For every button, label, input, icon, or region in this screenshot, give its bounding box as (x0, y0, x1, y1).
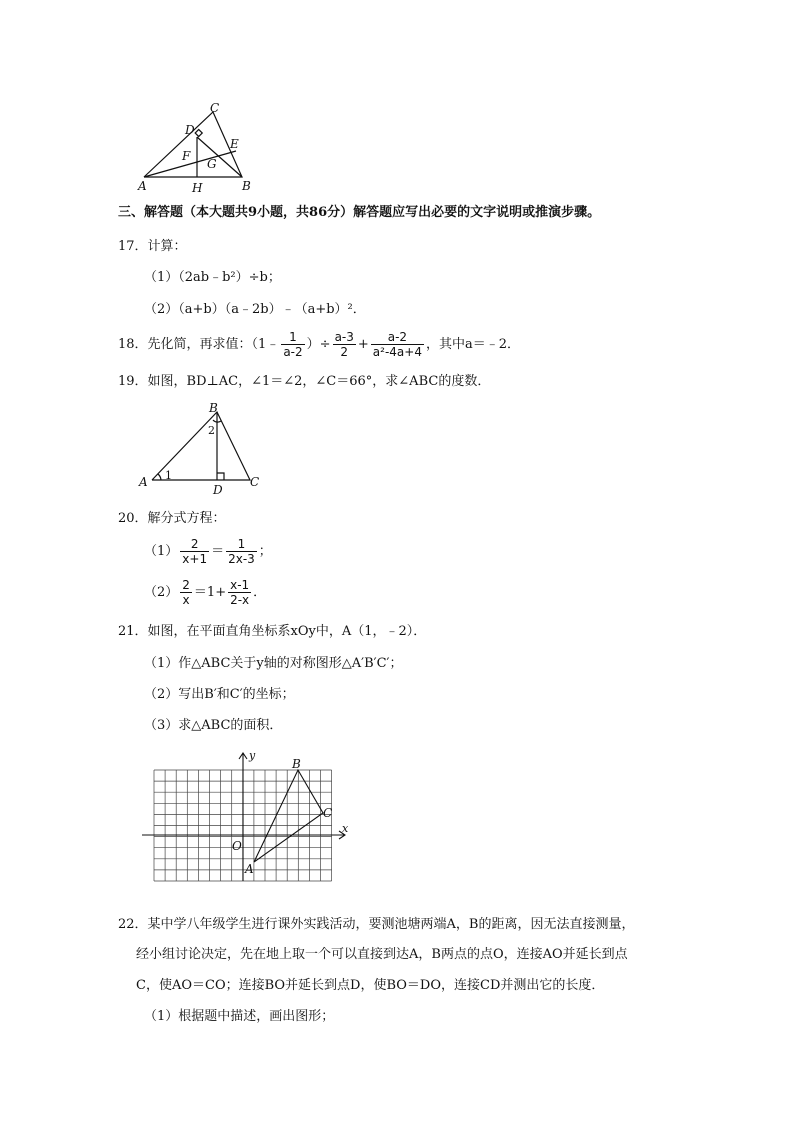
fig1-label-B: B (242, 179, 251, 193)
q20-p1-lnum: 2 (180, 537, 209, 552)
q20-part1 (144, 537, 272, 566)
q18-prefix: 先化简，再求值：（1﹣ (147, 337, 280, 352)
q20-part2-label: （2） (144, 585, 179, 600)
q18-number: 18． (118, 337, 148, 352)
q21-part2: （2）写出B′和C′的坐标； (144, 687, 295, 702)
q20-p1-rnum: 1 (226, 537, 257, 552)
q20-p1-left-fraction (180, 537, 209, 566)
fig1-label-G: G (207, 157, 217, 171)
coordinate-grid (140, 745, 365, 885)
fig2-label-angle1: 1 (165, 469, 172, 482)
grid-label-A: A (245, 862, 254, 876)
fig1-label-A: A (138, 179, 147, 193)
q20-stem (118, 510, 226, 528)
q20-part2 (144, 578, 266, 607)
q20-p2-lnum: 2 (182, 578, 190, 592)
q21-stem (118, 623, 426, 641)
grid-x-axis-label: x (342, 822, 349, 835)
fig2-label-D: D (213, 483, 223, 497)
q20-p2-right-fraction (228, 578, 251, 607)
q20-p2-lden: x (182, 593, 190, 607)
grid-origin-label: O (232, 839, 242, 853)
q18-mid1: ）÷ (306, 337, 331, 352)
section-title: 三、解答题（本大题共9小题，共86分）解答题应写出必要的文字说明或推演步骤。 (118, 205, 601, 220)
fig1-label-C: C (210, 101, 220, 115)
q17-text: 计算： (147, 239, 187, 254)
fig2-label-B: B (209, 401, 218, 415)
fig2-label-C: C (250, 475, 260, 489)
q18-frac1-den: a-2 (283, 345, 303, 359)
q19-text: 如图，BD⊥AC，∠1＝∠2，∠C＝66°，求∠ABC的度数． (147, 374, 491, 389)
q18-fraction-3 (371, 330, 424, 359)
q19-stem (118, 373, 490, 391)
q20-p2-eq: ＝1+ (193, 585, 227, 600)
q20-part1-label: （1） (144, 544, 179, 559)
grid-y-axis-label: y (249, 749, 256, 762)
q20-p1-rden: 2x-3 (228, 552, 255, 566)
q18-frac2-den: 2 (340, 345, 349, 359)
q20-p2-rden: 2-x (230, 593, 250, 607)
q18-mid2: + (357, 337, 369, 352)
q20-p1-right-fraction (226, 537, 257, 566)
fig2-label-A: A (139, 475, 148, 489)
q20-p2-end: ． (253, 585, 267, 600)
q20-number: 20． (118, 511, 148, 526)
q18-fraction-1 (281, 330, 304, 359)
q22-part1: （1）根据题中描述，画出图形； (144, 1009, 335, 1024)
q17-stem (118, 238, 187, 256)
fig1-label-F: F (182, 149, 191, 163)
q21-part1: （1）作△ABC关于y轴的对称图形△A′B′C′； (144, 656, 403, 671)
fig1-label-D: D (185, 123, 195, 137)
q20-p1-end: ； (258, 544, 272, 559)
grid-label-C: C (323, 806, 333, 820)
q17-number: 17． (118, 239, 148, 254)
q21-number: 21． (118, 624, 148, 639)
fig1-label-E: E (230, 137, 239, 151)
q19-number: 19． (118, 374, 148, 389)
q22-line1 (118, 916, 635, 934)
q18-frac2-num: a-3 (334, 330, 354, 344)
q22-line3: C，使AO＝CO；连接BO并延长到点D，使BO＝DO，连接CD并测出它的长度． (136, 978, 605, 993)
q22-line2: 经小组讨论决定，先在地上取一个可以直接到达A，B两点的点O，连接AO并延长到点 (136, 947, 628, 962)
q21-part3: （3）求△ABC的面积． (144, 718, 283, 733)
q20-text: 解分式方程： (147, 511, 226, 526)
q20-p1-eq: ＝ (211, 544, 225, 559)
q20-p2-rnum: x-1 (230, 578, 250, 592)
triangle-figure-2 (135, 400, 265, 498)
q18-frac1-num: 1 (281, 330, 304, 345)
fig2-label-angle2: 2 (208, 424, 215, 437)
q18-frac3-num: a-2 (371, 330, 424, 345)
q18-fraction-2 (333, 330, 356, 359)
q17-part1: （1）（2ab﹣b²）÷b； (144, 270, 281, 285)
fig1-label-H: H (192, 181, 203, 195)
q17-part2: （2）（a+b）（a﹣2b）﹣（a+b）²． (144, 302, 366, 317)
grid-label-B: B (292, 757, 301, 771)
q18-frac3-den: a²-4a+4 (372, 345, 422, 359)
q21-text: 如图，在平面直角坐标系xOy中，A（1，﹣2）． (147, 624, 427, 639)
triangle-figure-1 (130, 100, 270, 196)
q20-p2-left-fraction (180, 578, 192, 607)
q22-number: 22． (118, 917, 148, 932)
q18-stem (118, 330, 520, 359)
q18-suffix: ，其中a＝﹣2． (425, 337, 520, 352)
q20-p1-lden: x+1 (182, 552, 208, 566)
q22-text-1: 某中学八年级学生进行课外实践活动，要测池塘两端A，B的距离，因无法直接测量， (147, 917, 635, 932)
